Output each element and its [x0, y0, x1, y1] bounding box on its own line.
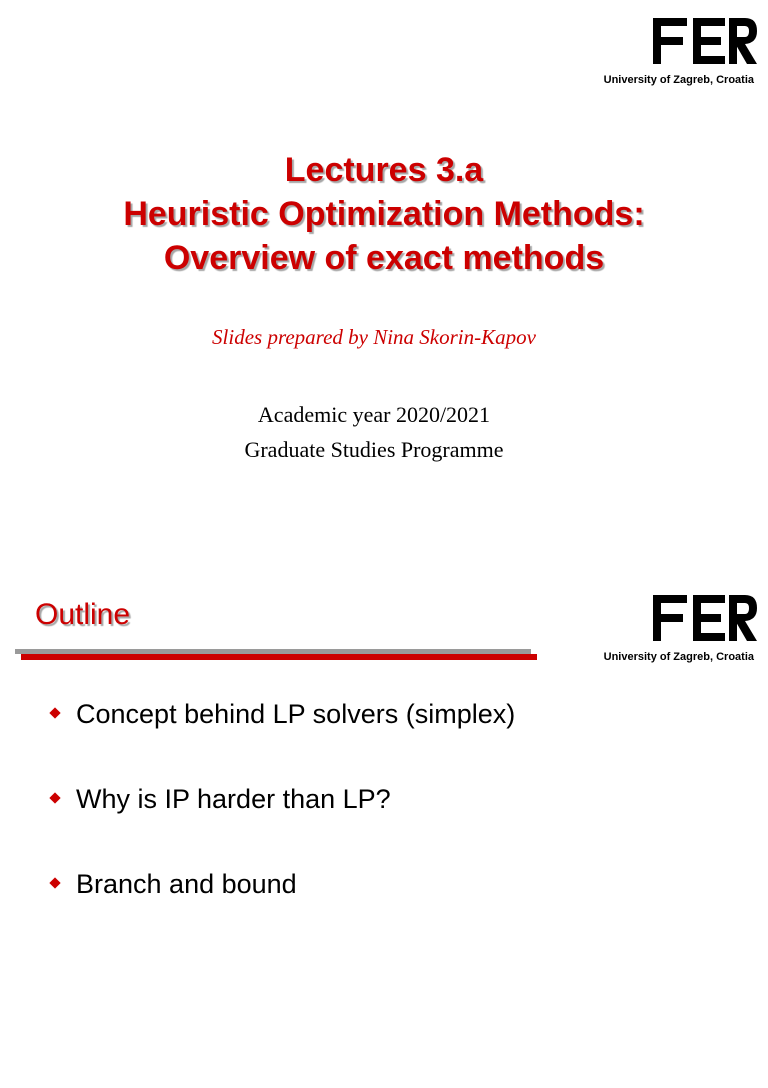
title-slide	[0, 0, 768, 512]
slide-title	[0, 148, 768, 280]
title-line: Overview of exact methods	[163, 239, 605, 277]
title-line: Lectures 3.a	[284, 151, 484, 189]
affiliation-text: University of Zagreb, Croatia	[603, 74, 754, 86]
list-item	[48, 694, 515, 779]
academic-year: Academic year 2020/2021	[257, 402, 491, 427]
list-item-text: Branch and bound	[76, 869, 297, 899]
fer-logo	[653, 18, 757, 64]
programme-name: Graduate Studies Programme	[244, 437, 504, 462]
list-item	[48, 779, 515, 864]
course-info	[0, 397, 748, 467]
outline-slide	[0, 576, 768, 1088]
red-diamond-bullet-icon	[49, 707, 60, 718]
title-line: Heuristic Optimization Methods:	[123, 195, 645, 233]
affiliation-text: University of Zagreb, Croatia	[603, 651, 754, 663]
list-item	[48, 864, 515, 949]
red-diamond-bullet-icon	[49, 792, 60, 803]
fer-logo	[653, 595, 757, 641]
list-item-text: Why is IP harder than LP?	[76, 784, 391, 814]
author-credit: Slides prepared by Nina Skorin-Kapov	[212, 325, 536, 349]
red-diamond-bullet-icon	[49, 877, 60, 888]
list-item-text: Concept behind LP solvers (simplex)	[76, 699, 516, 729]
heading-rule	[21, 654, 537, 660]
outline-list	[48, 694, 515, 949]
slide-heading: Outline	[35, 598, 131, 631]
